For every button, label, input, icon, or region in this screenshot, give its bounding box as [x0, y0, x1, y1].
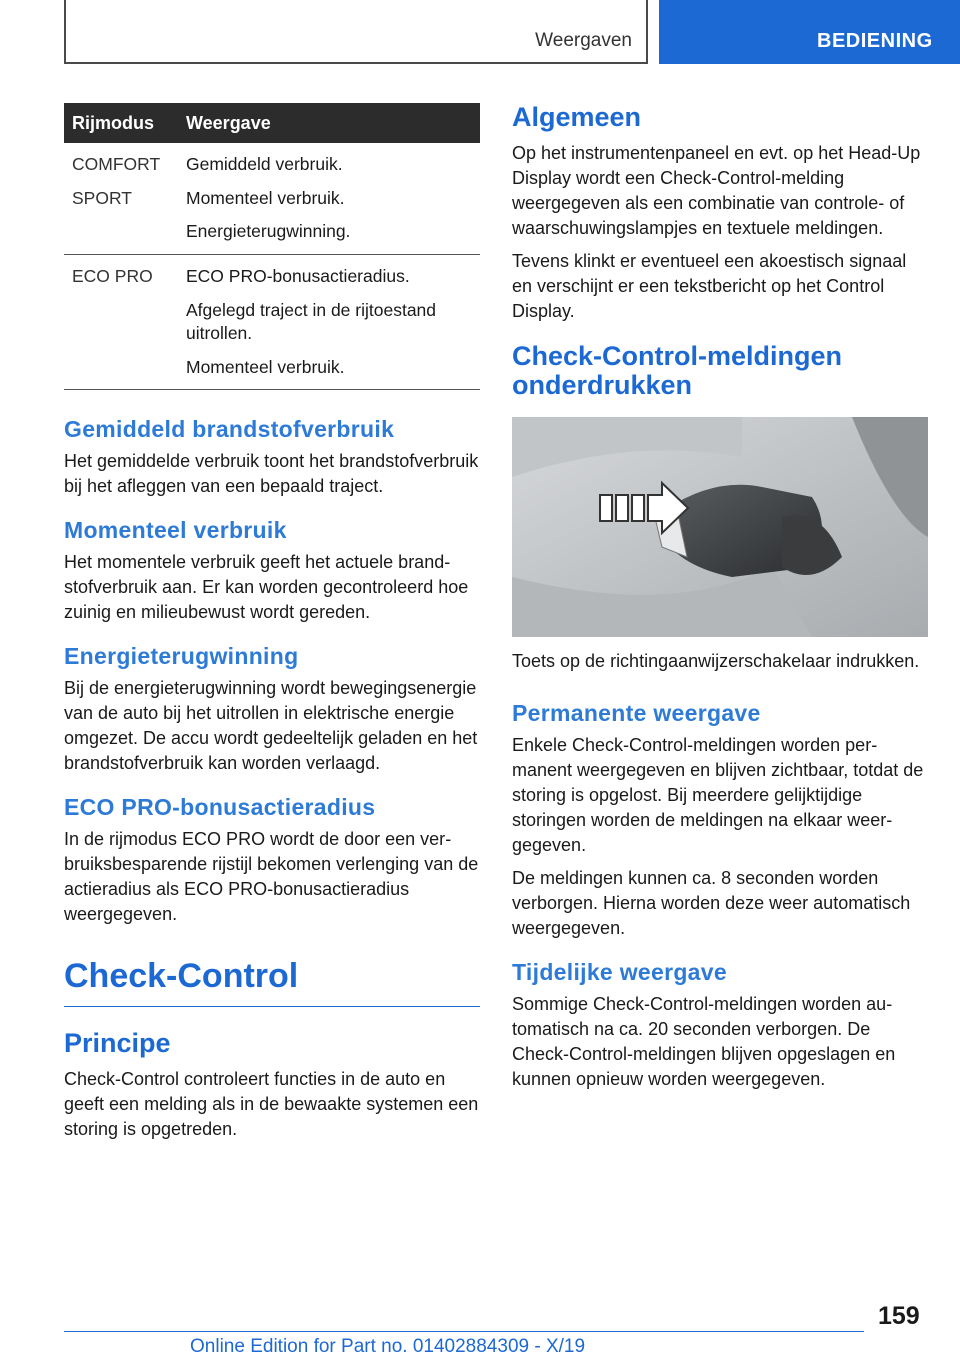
section-text: Tevens klinkt er eventueel een akoestisch signaal en verschijnt er een tekstbericht op het Control Display. [512, 250, 907, 321]
table-row [64, 254, 480, 390]
section-general [512, 103, 928, 324]
table-row [64, 143, 480, 254]
table-header-mode: Rijmodus [64, 103, 178, 143]
section-permanent-display [512, 700, 928, 941]
section-title: ECO PRO-bonusactieradius [64, 794, 376, 821]
header-section-box [64, 0, 648, 64]
header-chapter-title: BEDIENING [817, 30, 933, 52]
section-principle [64, 1029, 480, 1142]
section-title-suppress: Check-Control-meldingen onderdrukken [512, 340, 843, 401]
section-current-consumption [64, 517, 480, 625]
section-title: Permanente weergave [512, 700, 761, 727]
table-header-row [64, 103, 480, 143]
section-eco-pro-bonus [64, 794, 480, 927]
chapter-title: Check-Control [64, 957, 480, 1007]
section-text: Het momentele verbruik geeft het actuele brandstofverbruik aan. Er kan worden gecontroleerd hoe zuinig en milieubewust wordt gereden. [64, 552, 469, 623]
page-number: 159 [878, 1302, 920, 1330]
display-item: Momenteel verbruik. [186, 187, 345, 208]
display-item: Afgelegd traject in de rijtoestand uitrollen. [186, 299, 437, 344]
right-column [512, 103, 928, 1110]
section-title: Momenteel verbruik [64, 517, 287, 544]
section-title: Energieterugwinning [64, 643, 299, 670]
table-cell-display [178, 254, 480, 390]
footer-edition: Online Edition for Part no. 01402884309 - X/19 [190, 1336, 586, 1357]
display-item: Momenteel verbruik. [186, 356, 345, 377]
section-text: Het gemiddelde verbruik toont het brandstofverbruik bij het afleggen van een bepaald traject. [64, 451, 479, 497]
mode-name: COMFORT [72, 154, 161, 174]
table-cell-mode [64, 143, 178, 254]
turn-signal-lever-figure [512, 417, 928, 637]
section-title: Principe [64, 1028, 171, 1059]
footer-divider [64, 1331, 864, 1332]
header-chapter-tab [659, 0, 960, 64]
display-item: Gemiddeld verbruik. [186, 154, 343, 174]
section-text: Bij de energieterugwinning wordt bewegingsenergie van de auto bij het uitrollen in elektrische energie omgezet. De accu wordt gedeeltelijk geladen en het brandstofverbruik kan worden verlaagd. [64, 678, 478, 774]
section-text: In de rijmodus ECO PRO wordt de door een verbruiksbesparende rijstijl bekomen verlenging van de actieradius als ECO PRO-bonusactieradius weergegeven. [64, 829, 479, 925]
section-temporary-display [512, 959, 928, 1092]
mode-name: SPORT [72, 187, 132, 208]
turn-signal-lever-illustration [512, 417, 928, 637]
mode-name: ECO PRO [72, 265, 153, 286]
table-cell-mode [64, 254, 178, 390]
section-title: Gemiddeld brandstofverbruik [64, 416, 395, 443]
section-text: Sommige Check-Control-meldingen worden automatisch na ca. 20 seconden verborgen. De Check-Control-meldingen blijven opgeslagen en kunnen opnieuw worden weergegeven. [512, 994, 896, 1090]
display-item: ECO PRO-bonusactieradius. [186, 265, 410, 286]
section-text: Enkele Check-Control-meldingen worden permanent weergegeven en blijven zichtbaar, totdat de storing is opgelost. Bij meerdere gelijktijdige storingen worden de meldingen na elkaar weergegeven. [512, 735, 924, 856]
table-cell-display [178, 143, 480, 254]
drive-mode-table [64, 103, 480, 390]
section-text: De meldingen kunnen ca. 8 seconden worden verborgen. Hierna worden deze weer automatisch weergegeven. [512, 868, 911, 939]
section-average-consumption [64, 416, 480, 499]
section-text: Op het instrumentenpaneel en evt. op het Head-Up Display wordt een Check-Control-melding weergegeven als een combinatie van controle- of waarschuwingslampjes en textuele meldingen. [512, 142, 921, 238]
section-energy-recovery [64, 643, 480, 776]
section-title: Algemeen [512, 102, 642, 132]
display-item: Energieterugwinning. [186, 221, 351, 242]
table-header-display: Weergave [178, 103, 480, 143]
section-title: Tijdelijke weergave [512, 959, 727, 986]
left-column [64, 103, 480, 1160]
figure-caption: Toets op de richtingaanwijzerschakelaar indrukken. [512, 651, 920, 672]
section-text: Check-Control controleert functies in de auto en geeft een melding als in de bewaakte systemen een storing is opgetreden. [64, 1069, 479, 1140]
header-section-title: Weergaven [535, 30, 632, 51]
